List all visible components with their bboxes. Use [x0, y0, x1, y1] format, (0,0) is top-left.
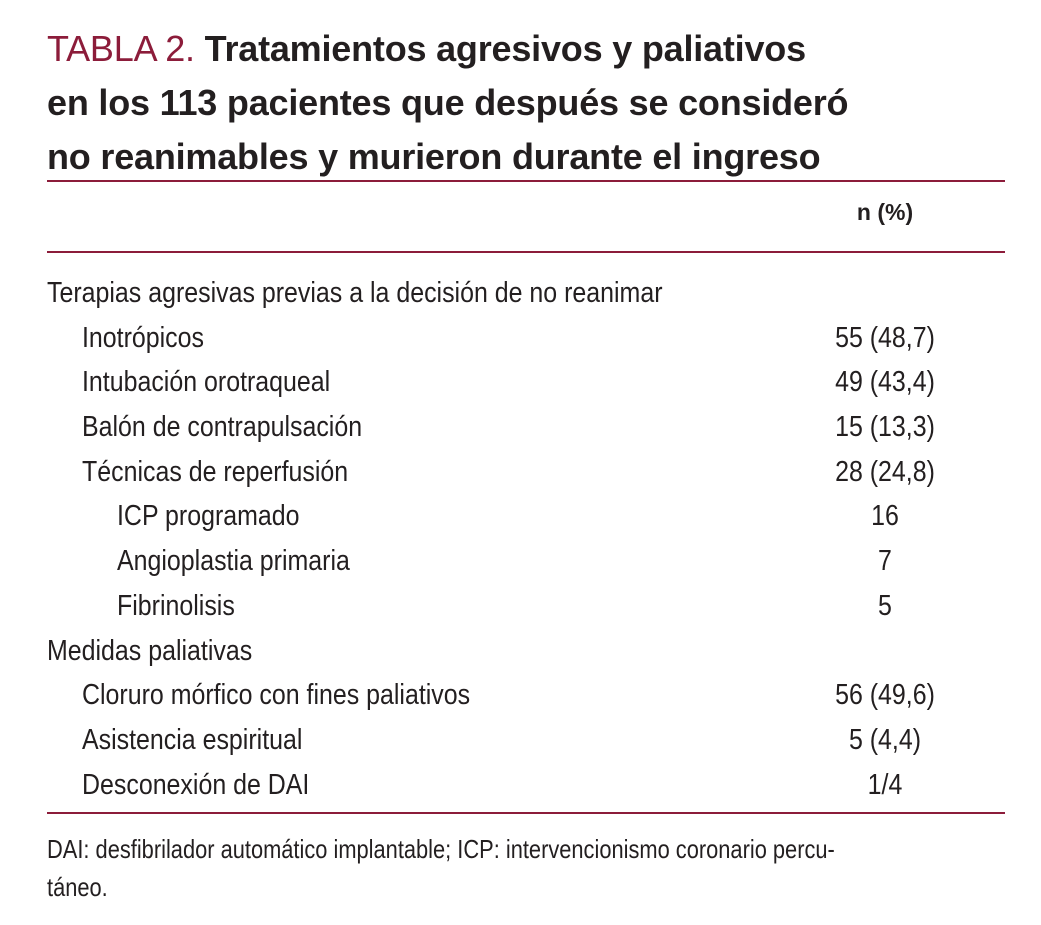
table-row	[47, 541, 1007, 586]
bottom-rule	[47, 812, 1005, 814]
row-value: 5 (4,4)	[848, 723, 922, 756]
row-value: 55 (48,7)	[835, 321, 935, 354]
row-value: 15 (13,3)	[835, 411, 935, 444]
table-row	[47, 631, 1007, 676]
row-value: 28 (24,8)	[835, 455, 935, 488]
table-footnote	[47, 830, 988, 906]
table-body	[47, 273, 1007, 809]
row-label: Inotrópicos	[82, 321, 204, 354]
row-label: Técnicas de reperfusión	[82, 455, 349, 488]
row-label: ICP programado	[117, 500, 300, 533]
row-label: Desconexión de DAI	[82, 768, 310, 801]
footnote-line-1: DAI: desfibrilador automático implantable; ICP: intervencionismo coronario percu-	[47, 834, 835, 864]
row-value: 1/4	[867, 768, 903, 801]
title-text-1: Tratamientos agresivos y paliativos	[204, 28, 806, 69]
table-row	[47, 452, 1007, 497]
title-line-2: en los 113 pacientes que después se consideró	[47, 82, 849, 123]
table-row	[47, 362, 1007, 407]
row-label: Terapias agresivas previas a la decisión de no reanimar	[47, 277, 663, 309]
footnote-line-2: táneo.	[47, 872, 108, 902]
header-rule	[47, 251, 1005, 253]
row-label: Asistencia espiritual	[82, 723, 303, 756]
table-row	[47, 496, 1007, 541]
table-row	[47, 586, 1007, 631]
table-row	[47, 318, 1007, 363]
value-column-header: n (%)	[856, 199, 914, 225]
table-row	[47, 273, 1007, 318]
row-label: Balón de contrapulsación	[82, 411, 363, 444]
row-label: Intubación orotraqueal	[82, 366, 331, 399]
title-line-3: no reanimables y murieron durante el ingreso	[47, 136, 821, 177]
table-row	[47, 765, 1007, 810]
row-value: 5	[878, 589, 892, 622]
row-value: 49 (43,4)	[835, 366, 935, 399]
row-label: Angioplastia primaria	[117, 545, 350, 578]
table-row	[47, 407, 1007, 452]
row-label: Fibrinolisis	[117, 589, 235, 622]
row-label: Medidas paliativas	[47, 634, 253, 667]
row-label: Cloruro mórfico con fines paliativos	[82, 679, 471, 712]
table-row	[47, 720, 1007, 765]
top-rule	[47, 180, 1005, 182]
row-value: 56 (49,6)	[835, 679, 935, 712]
table-row	[47, 675, 1007, 720]
title-prefix: TABLA 2.	[47, 28, 195, 69]
row-value: 7	[878, 545, 892, 578]
title-line-1	[47, 22, 1007, 76]
table-title	[47, 22, 1007, 184]
row-value: 16	[871, 500, 899, 533]
